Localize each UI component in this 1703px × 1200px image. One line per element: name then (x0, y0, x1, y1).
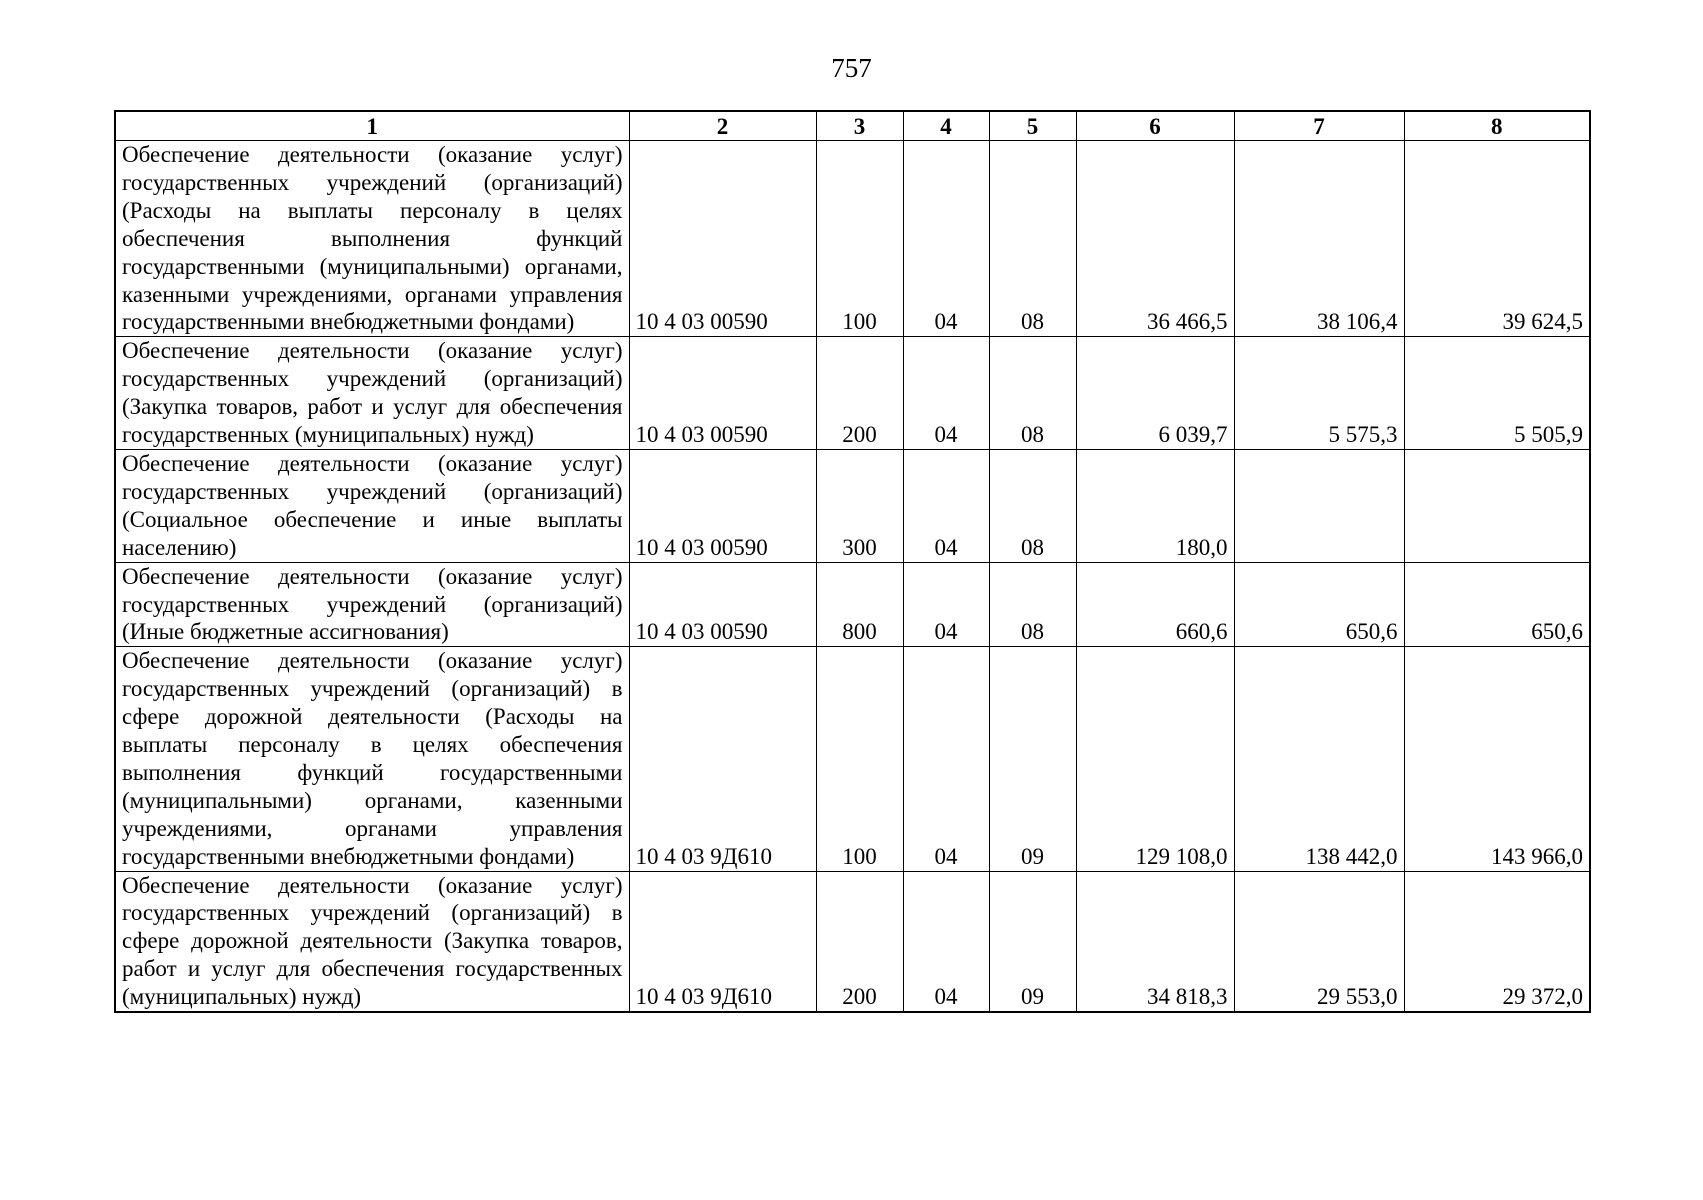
subsection-cell: 08 (989, 449, 1076, 562)
amount-col7-cell: 5 575,3 (1234, 337, 1404, 450)
amount-col8-cell: 29 372,0 (1404, 871, 1590, 1012)
target-code-cell: 10 4 03 00590 (629, 449, 816, 562)
expense-type-cell: 200 (816, 337, 903, 450)
column-header: 8 (1404, 111, 1590, 141)
section-cell: 04 (903, 647, 989, 871)
amount-col8-cell: 39 624,5 (1404, 141, 1590, 337)
expense-type-cell: 100 (816, 647, 903, 871)
expense-name-cell: Обеспечение деятельности (оказание услуг) государственных учреждений (организаций) (Расходы на выплаты персоналу в целях обеспечения выполнения функций государственными (муниципальными) органами, казенными учреждениями, органами управления государственными внебюджетными фондами) (115, 141, 629, 337)
expense-type-cell: 100 (816, 141, 903, 337)
column-header: 7 (1234, 111, 1404, 141)
section-cell: 04 (903, 871, 989, 1012)
target-code-cell: 10 4 03 9Д610 (629, 871, 816, 1012)
column-header: 1 (115, 111, 629, 141)
section-cell: 04 (903, 449, 989, 562)
amount-col8-cell: 650,6 (1404, 562, 1590, 647)
amount-col8-cell: 5 505,9 (1404, 337, 1590, 450)
subsection-cell: 08 (989, 141, 1076, 337)
expense-name-cell: Обеспечение деятельности (оказание услуг) государственных учреждений (организаций) (Закупка товаров, работ и услуг для обеспечения государственных (муниципальных) нужд) (115, 337, 629, 450)
expense-type-cell: 200 (816, 871, 903, 1012)
section-cell: 04 (903, 337, 989, 450)
amount-col6-cell: 660,6 (1076, 562, 1234, 647)
expense-name-cell: Обеспечение деятельности (оказание услуг) государственных учреждений (организаций) (Социальное обеспечение и иные выплаты населению) (115, 449, 629, 562)
column-header: 6 (1076, 111, 1234, 141)
amount-col7-cell: 650,6 (1234, 562, 1404, 647)
expense-name-cell: Обеспечение деятельности (оказание услуг) государственных учреждений (организаций) в сфере дорожной деятельности (Закупка товаров, работ и услуг для обеспечения государственных (муниципальных) нужд) (115, 871, 629, 1012)
amount-col7-cell: 38 106,4 (1234, 141, 1404, 337)
column-header: 5 (989, 111, 1076, 141)
column-header: 4 (903, 111, 989, 141)
section-cell: 04 (903, 562, 989, 647)
table-row (115, 449, 1590, 562)
amount-col8-cell: 143 966,0 (1404, 647, 1590, 871)
target-code-cell: 10 4 03 00590 (629, 562, 816, 647)
amount-col7-cell: 29 553,0 (1234, 871, 1404, 1012)
budget-table (114, 110, 1591, 1013)
header-row (115, 111, 1590, 141)
amount-col6-cell: 6 039,7 (1076, 337, 1234, 450)
table-row (115, 871, 1590, 1012)
amount-col8-cell (1404, 449, 1590, 562)
expense-name-cell: Обеспечение деятельности (оказание услуг) государственных учреждений (организаций) (Иные бюджетные ассигнования) (115, 562, 629, 647)
expense-name-cell: Обеспечение деятельности (оказание услуг) государственных учреждений (организаций) в сфере дорожной деятельности (Расходы на выплаты персоналу в целях обеспечения выполнения функций государственными (муниципальными) органами, казенными учреждениями, органами управления государственными внебюджетными фондами) (115, 647, 629, 871)
page-number: 757 (831, 53, 872, 83)
subsection-cell: 09 (989, 647, 1076, 871)
table-row (115, 562, 1590, 647)
amount-col6-cell: 34 818,3 (1076, 871, 1234, 1012)
expense-type-cell: 800 (816, 562, 903, 647)
target-code-cell: 10 4 03 9Д610 (629, 647, 816, 871)
column-header: 3 (816, 111, 903, 141)
table-row (115, 647, 1590, 871)
amount-col6-cell: 129 108,0 (1076, 647, 1234, 871)
target-code-cell: 10 4 03 00590 (629, 337, 816, 450)
subsection-cell: 08 (989, 337, 1076, 450)
amount-col7-cell (1234, 449, 1404, 562)
subsection-cell: 08 (989, 562, 1076, 647)
table-row (115, 141, 1590, 337)
amount-col6-cell: 180,0 (1076, 449, 1234, 562)
expense-type-cell: 300 (816, 449, 903, 562)
amount-col7-cell: 138 442,0 (1234, 647, 1404, 871)
section-cell: 04 (903, 141, 989, 337)
subsection-cell: 09 (989, 871, 1076, 1012)
table-row (115, 337, 1590, 450)
target-code-cell: 10 4 03 00590 (629, 141, 816, 337)
amount-col6-cell: 36 466,5 (1076, 141, 1234, 337)
column-header: 2 (629, 111, 816, 141)
